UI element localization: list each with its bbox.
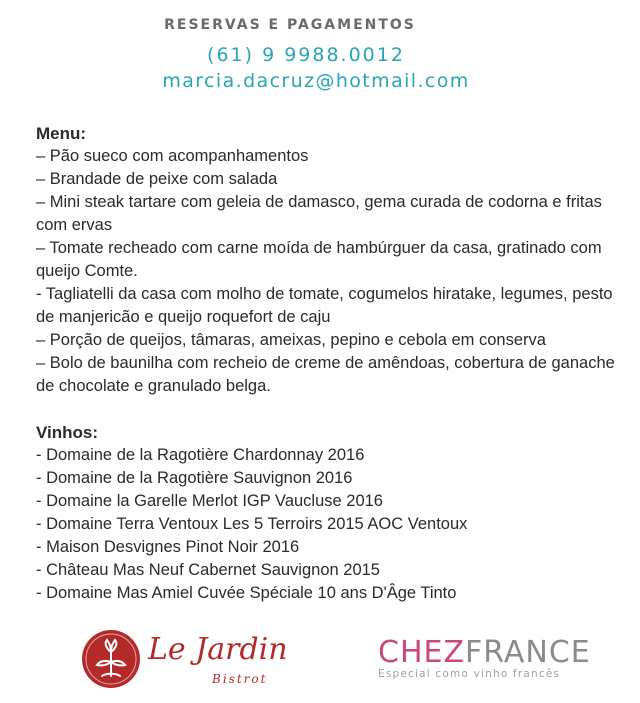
wine-item: - Château Mas Neuf Cabernet Sauvignon 2015 [36,561,380,579]
menu-item: - Tagliatelli da casa com molho de tomate, cogumelos hiratake, legumes, pesto de manjericão e queijo roquefort de caju [36,285,613,326]
chez-france-part-1: CHEZ [378,635,466,670]
le-jardin-emblem-icon [82,630,140,688]
content [36,122,626,605]
menu-item: – Mini steak tartare com geleia de damasco, gema curada de codorna e fritas com ervas [36,193,602,234]
le-jardin-subtitle: Bistrot [212,672,268,686]
email-address[interactable]: marcia.dacruz@hotmail.com [162,70,470,92]
wines-title: Vinhos: [36,423,99,442]
le-jardin-logo [82,628,297,702]
menu-item: – Bolo de baunilha com recheio de creme de amêndoas, cobertura de ganache de chocolate e granulado belga. [36,354,615,395]
header [0,14,640,94]
wine-item: - Domaine Terra Ventoux Les 5 Terroirs 2015 AOC Ventoux [36,515,468,533]
menu-item: – Brandade de peixe com salada [36,170,278,188]
wine-item: - Domaine de la Ragotière Sauvignon 2016 [36,469,353,487]
wine-item: - Domaine de la Ragotière Chardonnay 2016 [36,446,365,464]
chez-france-part-2: FRANCE [465,635,591,670]
reservations-title: RESERVAS E PAGAMENTOS [164,17,416,33]
logos [0,620,640,700]
le-jardin-name: Le Jardin [148,632,288,667]
wine-item: - Domaine la Garelle Merlot IGP Vaucluse 2016 [36,492,383,510]
menu-title: Menu: [36,124,87,143]
chez-france-name [378,635,591,670]
menu-item: – Tomate recheado com carne moída de hambúrguer da casa, gratinado com queijo Comte. [36,239,602,280]
wine-item: - Domaine Mas Amiel Cuvée Spéciale 10 ans D'Âge Tinto [36,584,457,602]
menu-section [36,122,626,398]
chez-france-logo [378,635,591,680]
phone-number[interactable]: (61) 9 9988.0012 [207,44,405,66]
menu-item: – Porção de queijos, tâmaras, ameixas, pepino e cebola em conserva [36,331,546,349]
wine-item: - Maison Desvignes Pinot Noir 2016 [36,538,300,556]
menu-item: – Pão sueco com acompanhamentos [36,147,309,165]
wines-section [36,421,626,605]
chez-france-tagline: Especial como vinho francês [378,668,561,680]
